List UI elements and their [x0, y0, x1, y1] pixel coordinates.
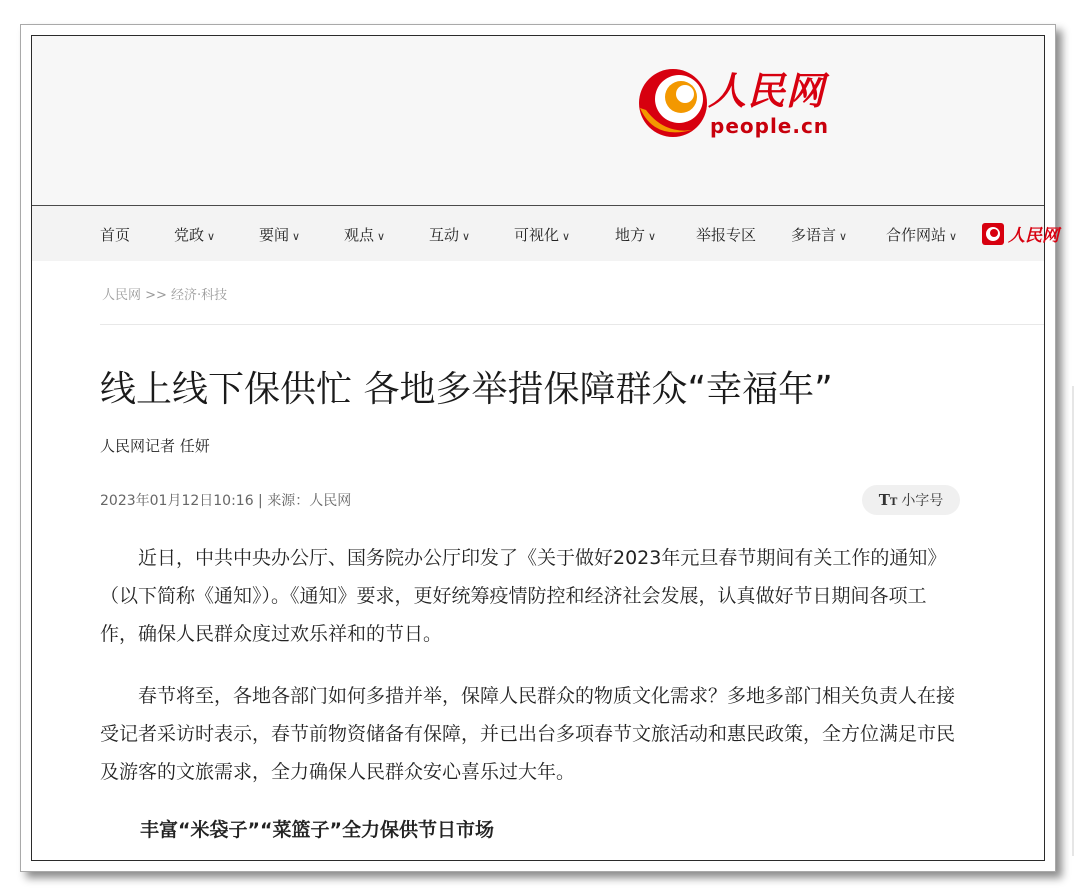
nav-label: 党政 [174, 226, 205, 244]
nav-label: 观点 [344, 226, 375, 244]
article-subheading: 丰富“米袋子”“菜篮子”全力保供节日市场 [140, 819, 494, 841]
nav-label: 合作网站 [886, 226, 947, 244]
chevron-down-icon: ∨ [949, 230, 958, 243]
nav-item-languages[interactable] [791, 224, 847, 245]
font-size-label: 小字号 [901, 493, 944, 509]
text-size-icon: TT [878, 491, 898, 509]
nav-item-home[interactable] [100, 224, 130, 245]
logo-chinese-text: 人民网 [708, 68, 826, 113]
nav-item-party[interactable] [174, 224, 215, 245]
logo-domain-text: people.cn [710, 114, 830, 138]
people-logo-icon [634, 64, 712, 142]
article-author: 人民网记者 任妍 [100, 437, 210, 455]
article-paragraph: 近日，中共中央办公厅、国务院办公厅印发了《关于做好2023年元旦春节期间有关工作的通知》（以下简称《通知》）。《通知》要求，更好统筹疫情防控和经济社会发展，认真做好节日期间各项工作，确保人民群众度过欢乐祥和的节日。 [100, 547, 947, 645]
divider [100, 324, 1044, 325]
nav-item-opinion[interactable] [344, 224, 385, 245]
chevron-down-icon: ∨ [292, 230, 301, 243]
chevron-down-icon: ∨ [377, 230, 386, 243]
nav-item-interact[interactable] [429, 224, 470, 245]
nav-label: 互动 [429, 226, 460, 244]
chevron-down-icon: ∨ [462, 230, 471, 243]
site-header [32, 36, 1044, 206]
people-logo-icon [982, 223, 1004, 245]
chevron-down-icon: ∨ [562, 230, 571, 243]
nav-label: 首页 [100, 226, 131, 244]
nav-item-partners[interactable] [886, 224, 957, 245]
nav-item-news[interactable] [259, 224, 300, 245]
scrollbar[interactable] [1072, 386, 1074, 856]
chevron-down-icon: ∨ [207, 230, 216, 243]
chevron-down-icon: ∨ [839, 230, 848, 243]
article-paragraph: 春节将至，各地各部门如何多措并举，保障人民群众的物质文化需求？多地多部门相关负责人在接受记者采访时表示，春节前物资储备有保障，并已出台多项春节文旅活动和惠民政策，全方位满足市民及游客的文旅需求，全力确保人民群众安心喜乐过大年。 [100, 685, 956, 783]
article-title: 线上线下保供忙 各地多举措保障群众“幸福年” [100, 369, 833, 410]
nav-logo[interactable] [982, 221, 1059, 247]
font-size-button[interactable] [862, 485, 960, 515]
site-logo[interactable] [634, 62, 854, 142]
nav-label: 可视化 [514, 226, 560, 244]
nav-item-local[interactable] [615, 224, 656, 245]
nav-label: 地方 [615, 226, 646, 244]
chevron-down-icon: ∨ [648, 230, 657, 243]
browser-viewport [31, 35, 1059, 861]
nav-logo-text: 人民网 [1008, 226, 1059, 246]
nav-label: 要闻 [259, 226, 290, 244]
breadcrumb[interactable]: 人民网 >> 经济·科技 [102, 288, 228, 303]
nav-item-report[interactable] [696, 224, 756, 245]
nav-label: 举报专区 [696, 226, 757, 244]
article-meta: 2023年01月12日10:16 | 来源：人民网 [100, 493, 352, 509]
nav-item-visual[interactable] [514, 224, 570, 245]
nav-label: 多语言 [791, 226, 837, 244]
main-nav [32, 206, 1059, 261]
